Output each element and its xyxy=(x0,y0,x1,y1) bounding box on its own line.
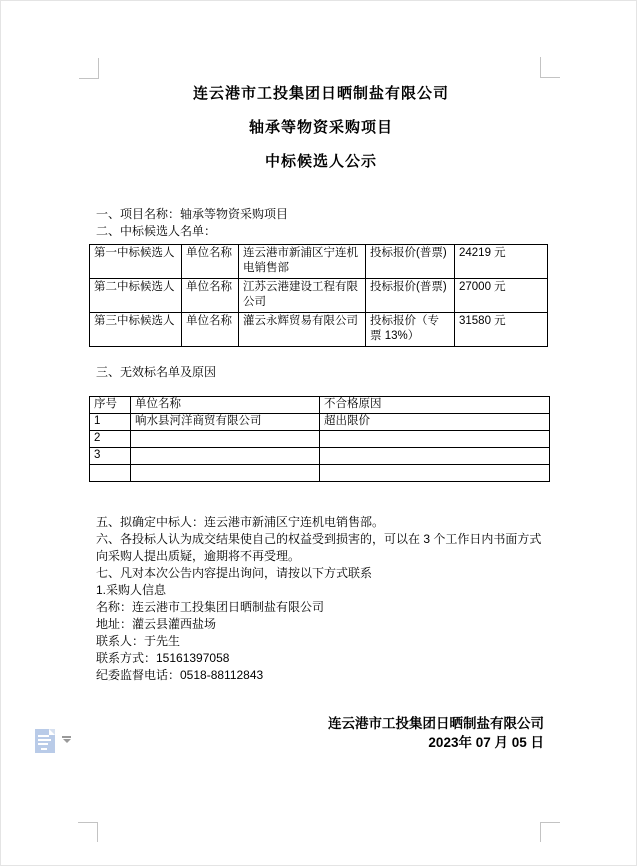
title-block xyxy=(96,77,546,179)
row-index: 1 xyxy=(90,414,131,431)
unit-name-label: 单位名称 xyxy=(182,313,239,347)
table-row xyxy=(90,465,550,482)
invalid-company xyxy=(131,431,320,448)
candidate-rank: 第一中标候选人 xyxy=(90,245,182,279)
cropmark-top-left xyxy=(79,58,99,79)
candidates-table xyxy=(89,244,548,347)
unit-name-label: 单位名称 xyxy=(182,245,239,279)
unit-name-label: 单位名称 xyxy=(182,279,239,313)
table-row xyxy=(90,448,550,465)
bid-price-label: 投标报价（专票 13%） xyxy=(366,313,455,347)
table-row xyxy=(90,431,550,448)
signature-company: 连云港市工投集团日晒制盐有限公司 xyxy=(328,716,544,731)
cropmark-bottom-left xyxy=(78,822,98,842)
purchaser-name: 名称：连云港市工投集团日晒制盐有限公司 xyxy=(96,600,325,614)
signature-date: 2023年 07 月 05 日 xyxy=(428,735,544,750)
chevron-down-icon[interactable] xyxy=(61,736,72,743)
supervision-phone: 纪委监督电话：0518-88112843 xyxy=(96,668,264,682)
bid-price-label: 投标报价(普票) xyxy=(366,279,455,313)
bid-price-value: 31580 元 xyxy=(455,313,548,347)
bid-price-label: 投标报价(普票) xyxy=(366,245,455,279)
signature-block xyxy=(328,714,544,752)
invalid-reason xyxy=(320,465,550,482)
row-index: 3 xyxy=(90,448,131,465)
invalid-reason xyxy=(320,448,550,465)
candidate-company: 江苏云港建设工程有限公司 xyxy=(239,279,366,313)
candidate-company: 灌云永辉贸易有限公司 xyxy=(239,313,366,347)
section-winner: 五、拟确定中标人：连云港市新浦区宁连机电销售部。 xyxy=(96,515,385,529)
invalid-company: 响水县河洋商贸有限公司 xyxy=(131,414,320,431)
row-index xyxy=(90,465,131,482)
section-objection: 六、各投标人认为成交结果使自己的权益受到损害的，可以在 3 个工作日内书面方式向采购人提出质疑，逾期将不再受理。 xyxy=(96,532,542,563)
invalid-company xyxy=(131,448,320,465)
bid-price-value: 24219 元 xyxy=(455,245,548,279)
invalid-reason: 超出限价 xyxy=(320,414,550,431)
doc-title-project: 轴承等物资采购项目 xyxy=(248,119,393,136)
invalid-bids-table xyxy=(89,396,550,482)
table-row xyxy=(90,245,548,279)
doc-title-announcement: 中标候选人公示 xyxy=(264,153,377,170)
paste-options-icon xyxy=(35,729,55,753)
purchaser-address: 地址：灌云县灌西盐场 xyxy=(96,617,217,631)
doc-title-company: 连云港市工投集团日晒制盐有限公司 xyxy=(192,85,449,102)
section-project-name: 一、项目名称：轴承等物资采购项目 xyxy=(96,207,289,221)
section-candidate-list-heading: 二、中标候选人名单： xyxy=(96,224,217,238)
section-invalid-bids-heading: 三、无效标名单及原因 xyxy=(96,365,217,379)
col-header-index: 序号 xyxy=(90,397,131,414)
candidate-company: 连云港市新浦区宁连机电销售部 xyxy=(239,245,366,279)
table-row xyxy=(90,279,548,313)
cropmark-bottom-right xyxy=(540,822,560,842)
cropmark-top-right xyxy=(540,57,560,78)
col-header-unit-name: 单位名称 xyxy=(131,397,320,414)
section-contact-heading: 七、凡对本次公告内容提出询问，请按以下方式联系 xyxy=(96,566,373,580)
candidate-rank: 第三中标候选人 xyxy=(90,313,182,347)
paste-options-button[interactable] xyxy=(34,728,74,756)
col-header-reason: 不合格原因 xyxy=(320,397,550,414)
invalid-reason xyxy=(320,431,550,448)
candidate-rank: 第二中标候选人 xyxy=(90,279,182,313)
contact-phone: 联系方式：15161397058 xyxy=(96,651,230,665)
table-row xyxy=(90,414,550,431)
row-index: 2 xyxy=(90,431,131,448)
table-header-row xyxy=(90,397,550,414)
bid-price-value: 27000 元 xyxy=(455,279,548,313)
invalid-company xyxy=(131,465,320,482)
table-row xyxy=(90,313,548,347)
contact-person: 联系人：于先生 xyxy=(96,634,181,648)
purchaser-info-heading: 1.采购人信息 xyxy=(96,583,167,597)
